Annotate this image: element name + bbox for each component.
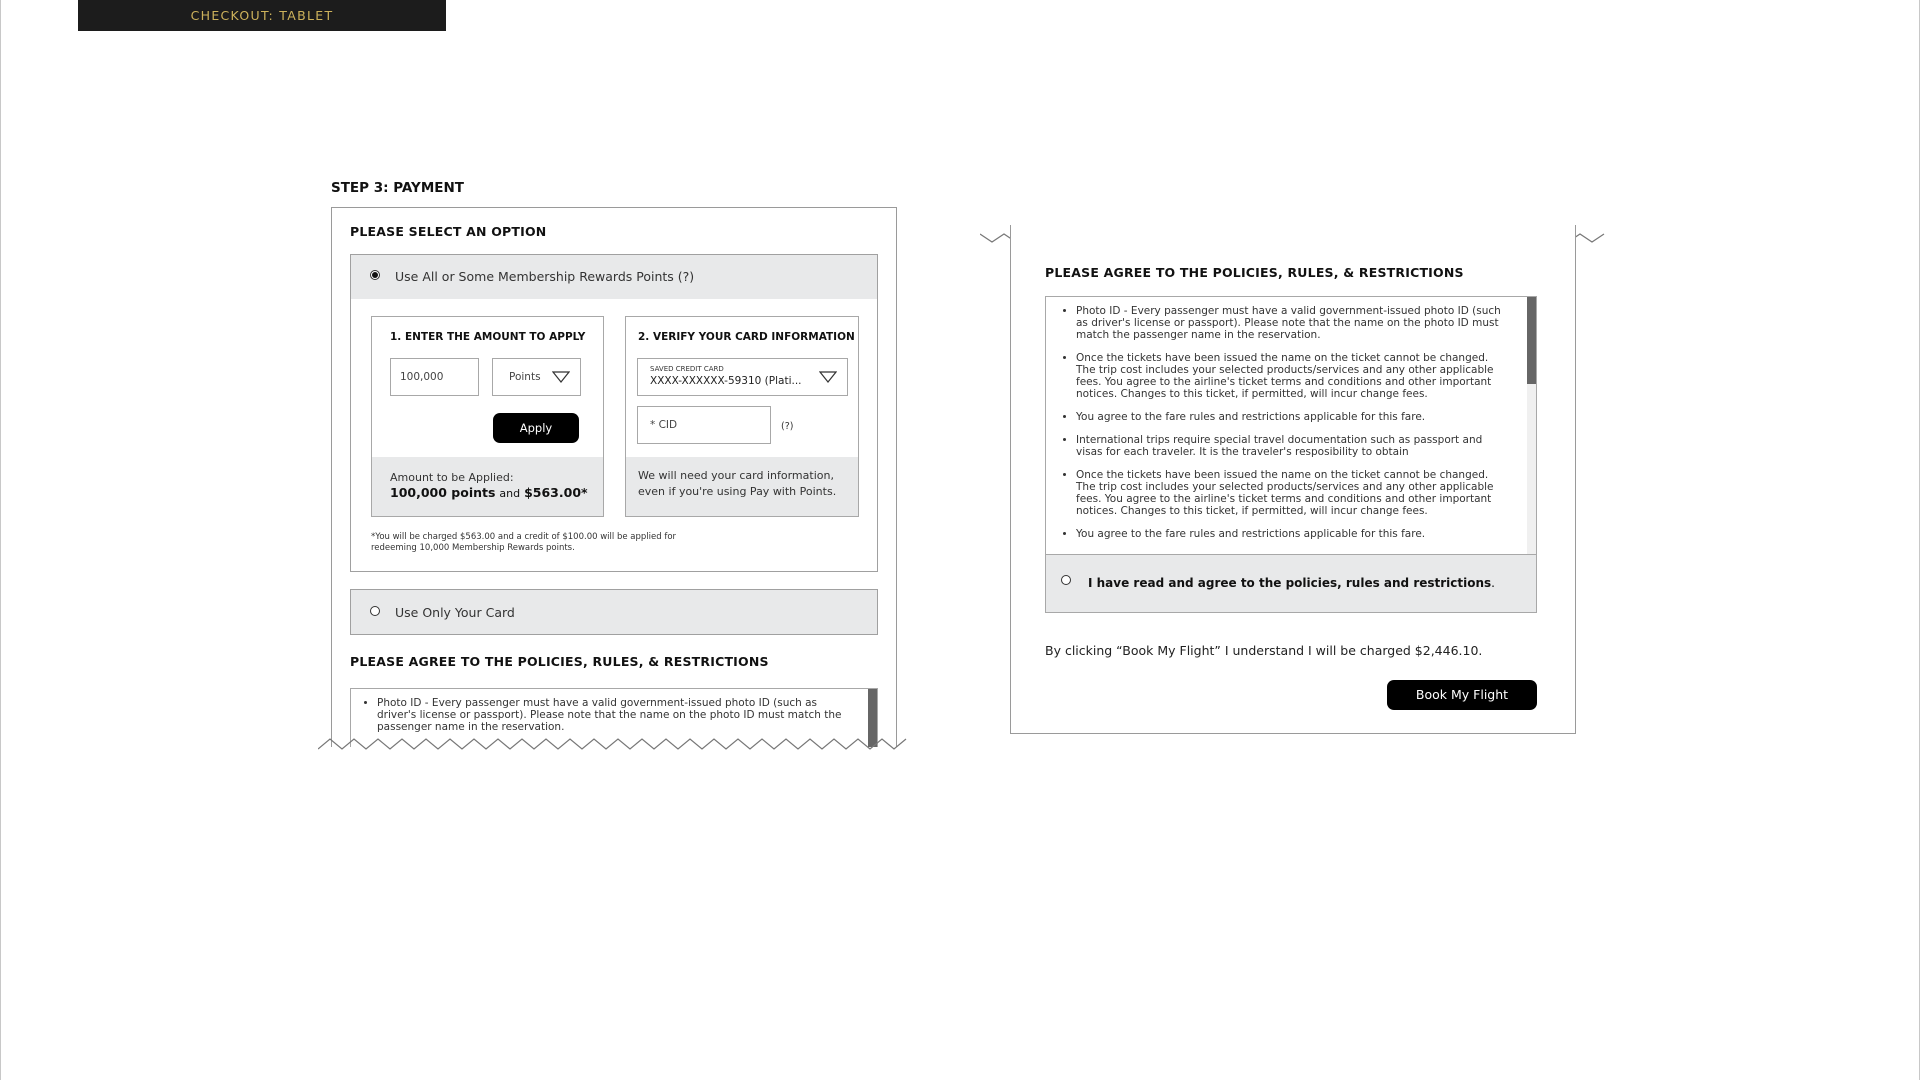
- policy-item: • Once the tickets have been issued the name on the ticket cannot be changed. The trip cost includes your selected products/services and any other applicable fees. You agree to the airline's ticket terms and conditions and other important notices. Changes to this ticket, if permitted, will incur change fees.: [1076, 352, 1506, 400]
- select-option-heading: PLEASE SELECT AN OPTION: [350, 224, 547, 239]
- policy-item: • International trips require special travel documentation such as passport and visas for each traveler. It is the traveler's resposibility to obtain: [1076, 434, 1506, 458]
- saved-card-caption: SAVED CREDIT CARD: [650, 365, 724, 373]
- amount-input[interactable]: 100,000: [390, 358, 479, 396]
- agree-radio[interactable]: [1061, 575, 1071, 585]
- charge-notice: By clicking “Book My Flight” I understand I will be charged $2,446.10.: [1045, 643, 1483, 658]
- card-info-note: [626, 457, 858, 516]
- unit-dropdown[interactable]: [492, 358, 581, 396]
- option-card-radio[interactable]: [370, 606, 380, 616]
- card-panel-title: 2. VERIFY YOUR CARD INFORMATION: [638, 331, 855, 343]
- option-card-label[interactable]: Use Only Your Card: [395, 605, 515, 620]
- applied-and: and: [499, 487, 521, 500]
- policies-heading: PLEASE AGREE TO THE POLICIES, RULES, & RESTRICTIONS: [350, 654, 769, 669]
- option-points-header[interactable]: [351, 255, 877, 299]
- apply-button[interactable]: Apply: [493, 413, 579, 443]
- amount-panel-title: 1. ENTER THE AMOUNT TO APPLY: [390, 331, 586, 343]
- saved-card-value: XXXX-XXXXXX-59310 (Plati...: [650, 375, 802, 387]
- points-footnote-line1: *You will be charged $563.00 and a credit of $100.00 will be applied for: [371, 532, 677, 542]
- cid-input[interactable]: * CID: [637, 406, 771, 444]
- amount-panel: [371, 316, 604, 517]
- card-note-line2: even if you're using Pay with Points.: [638, 485, 837, 498]
- policy-item: • Once the tickets have been issued the name on the ticket cannot be changed. The trip cost includes your selected products/services and any other applicable fees. You agree to the airline's ticket terms and conditions and other important notices. Changes to this ticket, if permitted, will incur change fees.: [1076, 469, 1506, 517]
- policy-item: • Photo ID - Every passenger must have a valid government-issued photo ID (such as driver's license or passport). Please note that the name on the photo ID must match the passenger name in the reservation.: [1076, 305, 1506, 341]
- policy-item: • You agree to the fare rules and restrictions applicable for this fare.: [1076, 411, 1506, 423]
- unit-dropdown-value: Points: [509, 371, 541, 383]
- payment-card: [331, 207, 897, 755]
- policy-item: • Photo ID - Every passenger must have a valid government-issued photo ID (such as driver's license or passport). Please note that the name on the photo ID must match the passenger name in the reservation.: [377, 697, 853, 733]
- option-card-box[interactable]: [350, 589, 878, 635]
- chevron-down-icon: [819, 371, 837, 383]
- policy-item: • You agree to the fare rules and restrictions applicable for this fare.: [1076, 528, 1506, 540]
- agreement-card: [1010, 225, 1576, 734]
- agree-label[interactable]: [1088, 576, 1495, 590]
- agree-label-text: I have read and agree to the policies, rules and restrictions: [1088, 576, 1492, 590]
- chevron-down-icon: [552, 371, 570, 383]
- agreement-heading: PLEASE AGREE TO THE POLICIES, RULES, & RESTRICTIONS: [1045, 265, 1464, 280]
- saved-card-dropdown[interactable]: [637, 358, 848, 396]
- policies-box[interactable]: [1045, 296, 1537, 554]
- points-footnote-line2: redeeming 10,000 Membership Rewards points.: [371, 543, 575, 553]
- checkout-banner: CHECKOUT: TABLET: [78, 0, 446, 31]
- card-note-line1: We will need your card information,: [638, 469, 834, 482]
- agree-row[interactable]: [1045, 554, 1537, 613]
- cid-help-link[interactable]: (?): [781, 421, 794, 432]
- policies-scroll-thumb[interactable]: [1527, 297, 1536, 384]
- book-my-flight-button[interactable]: Book My Flight: [1387, 680, 1537, 710]
- applied-amount: $563.00*: [524, 485, 588, 500]
- option-points-box: [350, 254, 878, 572]
- agree-label-period: .: [1491, 576, 1495, 590]
- policies-scrollbar[interactable]: [1527, 297, 1536, 554]
- applied-caption: Amount to be Applied:: [390, 471, 514, 484]
- option-points-label[interactable]: Use All or Some Membership Rewards Points (?): [395, 269, 695, 284]
- applied-value: [390, 485, 588, 500]
- option-points-radio[interactable]: [370, 270, 380, 280]
- card-panel: [625, 316, 859, 517]
- torn-edge-bottom: [318, 735, 914, 765]
- applied-points: 100,000 points: [390, 485, 496, 500]
- step-title: STEP 3: PAYMENT: [331, 180, 464, 196]
- applied-summary: [372, 457, 603, 516]
